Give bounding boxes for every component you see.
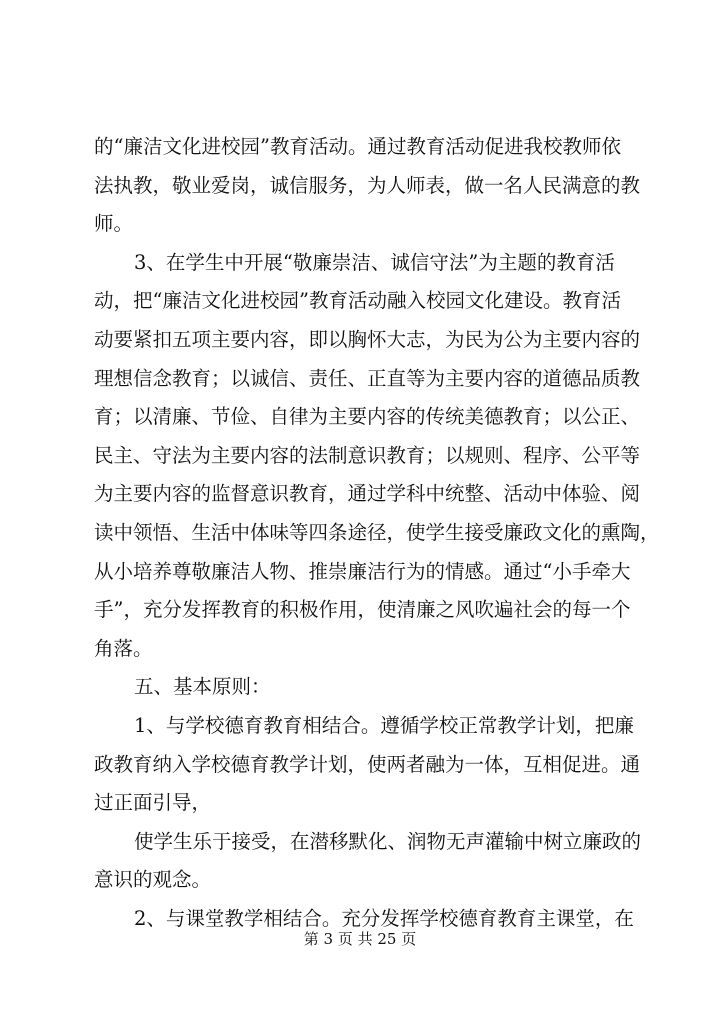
paragraph-line-21: 2、与课堂教学相结合。充分发挥学校德育教育主课堂，在 <box>134 906 634 930</box>
paragraph-line-7: 理想信念教育；以诚信、责任、正直等为主要内容的道德品质教 <box>94 366 641 390</box>
paragraph-line-16: 1、与学校德育教育相结合。遵循学校正常教学计划，把廉 <box>134 713 634 737</box>
paragraph-line-8: 育；以清廉、节俭、自律为主要内容的传统美德教育；以公正、 <box>94 405 641 429</box>
paragraph-line-1: 的“廉洁文化进校园”教育活动。通过教育活动促进我校教师依 <box>94 135 621 158</box>
paragraph-line-18: 过正面引导， <box>94 791 212 815</box>
paragraph-line-4: 3、在学生中开展“敬廉崇洁、诚信守法”为主题的教育活 <box>134 250 615 274</box>
paragraph-line-10: 为主要内容的监督意识教育，通过学科中统整、活动中体验、阅 <box>94 482 641 506</box>
paragraph-line-6: 动要紧扣五项主要内容，即以胸怀大志，为民为公为主要内容的 <box>94 327 641 351</box>
paragraph-line-5: 动，把“廉洁文化进校园”教育活动融入校园文化建设。教育活 <box>94 289 621 313</box>
paragraph-line-20: 意识的观念。 <box>94 868 212 892</box>
paragraph-line-19: 使学生乐于接受，在潜移默化、润物无声灌输中树立廉政的 <box>134 829 642 853</box>
paragraph-line-14: 角落。 <box>94 636 153 660</box>
paragraph-line-17: 政教育纳入学校德育教学计划，使两者融为一体，互相促进。通 <box>94 752 641 776</box>
page-number-footer: 第 3 页 共 25 页 <box>303 930 417 948</box>
paragraph-line-2: 法执教，敬业爱岗，诚信服务，为人师表，做一名人民满意的教 <box>94 173 641 197</box>
paragraph-line-9: 民主、守法为主要内容的法制意识教育；以规则、程序、公平等 <box>94 443 641 467</box>
paragraph-line-13: 手”，充分发挥教育的积极作用，使清廉之风吹遍社会的每一个 <box>94 598 631 622</box>
paragraph-line-3: 师。 <box>94 212 134 236</box>
document-body <box>94 128 660 938</box>
paragraph-line-11: 读中领悟、生活中体味等四条途径，使学生接受廉政文化的熏陶， <box>94 520 660 544</box>
section-heading: 五、基本原则： <box>134 675 271 699</box>
paragraph-line-12: 从小培养尊敬廉洁人物、推崇廉洁行为的情感。通过“小手牵大 <box>94 559 631 583</box>
